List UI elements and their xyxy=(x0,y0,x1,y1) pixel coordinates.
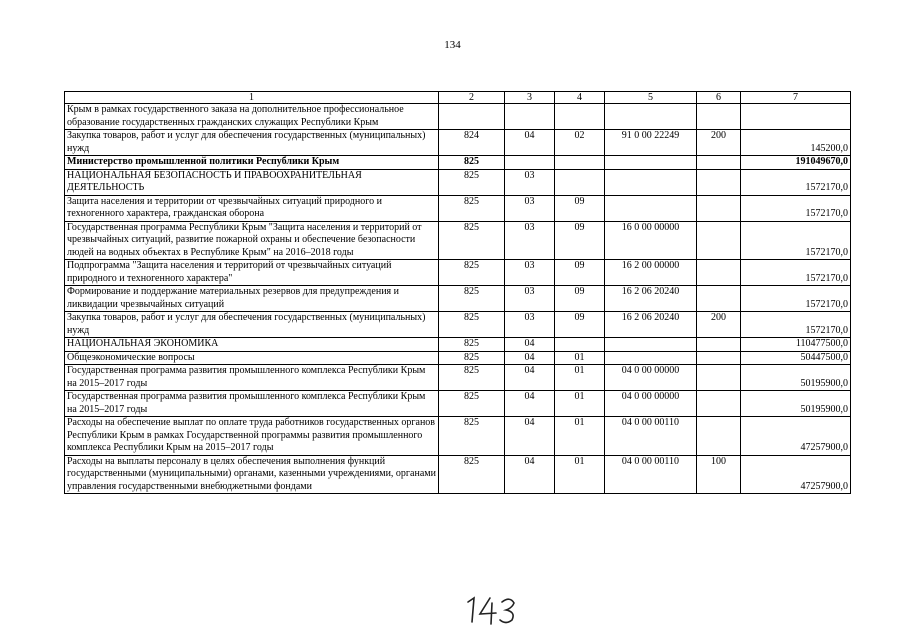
row-target-article xyxy=(605,156,697,170)
row-section: 03 xyxy=(505,195,555,221)
row-target-article: 16 2 06 20240 xyxy=(605,312,697,338)
row-amount: 47257900,0 xyxy=(741,417,851,456)
table-row xyxy=(65,351,851,365)
row-expense-type xyxy=(697,338,741,352)
row-subsection: 09 xyxy=(555,286,605,312)
row-subsection: 01 xyxy=(555,351,605,365)
row-expense-type xyxy=(697,365,741,391)
row-amount: 50447500,0 xyxy=(741,351,851,365)
table-row xyxy=(65,417,851,456)
row-description: Формирование и поддержание материальных резервов для предупреждения и ликвидации чрезвычайных ситуаций xyxy=(65,286,439,312)
row-section: 03 xyxy=(505,221,555,260)
row-admin-code: 825 xyxy=(439,156,505,170)
row-admin-code: 825 xyxy=(439,221,505,260)
row-target-article: 04 0 00 00110 xyxy=(605,455,697,494)
row-target-article: 04 0 00 00000 xyxy=(605,391,697,417)
row-section: 04 xyxy=(505,338,555,352)
row-admin-code: 825 xyxy=(439,338,505,352)
row-amount: 145200,0 xyxy=(741,130,851,156)
row-admin-code: 825 xyxy=(439,455,505,494)
row-subsection: 09 xyxy=(555,312,605,338)
row-section: 04 xyxy=(505,417,555,456)
row-target-article: 04 0 00 00000 xyxy=(605,365,697,391)
row-amount: 191049670,0 xyxy=(741,156,851,170)
row-target-article: 16 0 00 00000 xyxy=(605,221,697,260)
row-description: Подпрограмма "Защита населения и территорий от чрезвычайных ситуаций природного и техногенного характера" xyxy=(65,260,439,286)
handwritten-page-number xyxy=(462,594,522,628)
row-section: 04 xyxy=(505,130,555,156)
row-section: 03 xyxy=(505,286,555,312)
row-target-article: 16 2 06 20240 xyxy=(605,286,697,312)
table-header-row xyxy=(65,92,851,104)
column-header: 6 xyxy=(697,92,741,104)
row-expense-type xyxy=(697,286,741,312)
row-section: 03 xyxy=(505,169,555,195)
row-admin-code: 825 xyxy=(439,351,505,365)
row-subsection: 01 xyxy=(555,417,605,456)
budget-table xyxy=(64,91,851,494)
row-section: 03 xyxy=(505,260,555,286)
row-target-article xyxy=(605,351,697,365)
row-expense-type: 200 xyxy=(697,312,741,338)
column-header: 1 xyxy=(65,92,439,104)
table-row xyxy=(65,195,851,221)
row-subsection: 01 xyxy=(555,391,605,417)
row-description: Общеэкономические вопросы xyxy=(65,351,439,365)
row-section: 03 xyxy=(505,312,555,338)
row-section: 04 xyxy=(505,351,555,365)
table-row xyxy=(65,156,851,170)
table-row xyxy=(65,169,851,195)
row-description: Крым в рамках государственного заказа на дополнительное профессиональное образование государственных гражданских служащих Республики Крым xyxy=(65,104,439,130)
row-amount: 47257900,0 xyxy=(741,455,851,494)
row-amount: 1572170,0 xyxy=(741,286,851,312)
table-row xyxy=(65,365,851,391)
row-expense-type xyxy=(697,351,741,365)
row-admin-code: 824 xyxy=(439,130,505,156)
table-row xyxy=(65,130,851,156)
row-expense-type: 100 xyxy=(697,455,741,494)
column-header: 3 xyxy=(505,92,555,104)
row-description: Закупка товаров, работ и услуг для обеспечения государственных (муниципальных) нужд xyxy=(65,130,439,156)
row-expense-type xyxy=(697,169,741,195)
row-admin-code: 825 xyxy=(439,169,505,195)
column-header: 2 xyxy=(439,92,505,104)
row-expense-type xyxy=(697,221,741,260)
row-subsection: 09 xyxy=(555,221,605,260)
row-admin-code: 825 xyxy=(439,312,505,338)
row-expense-type: 200 xyxy=(697,130,741,156)
row-expense-type xyxy=(697,260,741,286)
row-subsection xyxy=(555,104,605,130)
row-description: Государственная программа развития промышленного комплекса Республики Крым на 2015–2017 годы xyxy=(65,391,439,417)
row-subsection: 09 xyxy=(555,195,605,221)
row-target-article: 91 0 00 22249 xyxy=(605,130,697,156)
row-description: Государственная программа развития промышленного комплекса Республики Крым на 2015–2017 годы xyxy=(65,365,439,391)
row-description: Расходы на обеспечение выплат по оплате труда работников государственных органов Республики Крым в рамках Государственной программы развития промышленного комплекса Республики Крым на 2015–2017 годы xyxy=(65,417,439,456)
row-expense-type xyxy=(697,104,741,130)
row-target-article: 16 2 00 00000 xyxy=(605,260,697,286)
column-header: 7 xyxy=(741,92,851,104)
column-header: 4 xyxy=(555,92,605,104)
row-subsection xyxy=(555,156,605,170)
row-section xyxy=(505,104,555,130)
table-row xyxy=(65,455,851,494)
row-target-article xyxy=(605,338,697,352)
table-row xyxy=(65,391,851,417)
row-description: Закупка товаров, работ и услуг для обеспечения государственных (муниципальных) нужд xyxy=(65,312,439,338)
row-amount: 1572170,0 xyxy=(741,260,851,286)
row-target-article: 04 0 00 00110 xyxy=(605,417,697,456)
row-expense-type xyxy=(697,417,741,456)
row-admin-code: 825 xyxy=(439,260,505,286)
row-subsection: 01 xyxy=(555,365,605,391)
row-admin-code: 825 xyxy=(439,365,505,391)
row-amount: 1572170,0 xyxy=(741,221,851,260)
row-amount: 110477500,0 xyxy=(741,338,851,352)
row-admin-code: 825 xyxy=(439,286,505,312)
row-target-article xyxy=(605,104,697,130)
row-admin-code: 825 xyxy=(439,417,505,456)
row-description: Государственная программа Республики Крым "Защита населения и территорий от чрезвычайных ситуаций, развитие пожарной охраны и обеспечение безопасности людей на водных объектах в Республике Крым" на 2016–2018 годы xyxy=(65,221,439,260)
table-row xyxy=(65,260,851,286)
row-section xyxy=(505,156,555,170)
row-admin-code: 825 xyxy=(439,391,505,417)
row-expense-type xyxy=(697,156,741,170)
row-section: 04 xyxy=(505,455,555,494)
row-description: Министерство промышленной политики Республики Крым xyxy=(65,156,439,170)
row-section: 04 xyxy=(505,391,555,417)
row-amount: 1572170,0 xyxy=(741,312,851,338)
row-target-article xyxy=(605,195,697,221)
row-section: 04 xyxy=(505,365,555,391)
row-subsection: 01 xyxy=(555,455,605,494)
table-row xyxy=(65,312,851,338)
row-amount xyxy=(741,104,851,130)
row-expense-type xyxy=(697,195,741,221)
row-subsection xyxy=(555,169,605,195)
row-subsection: 09 xyxy=(555,260,605,286)
row-amount: 50195900,0 xyxy=(741,365,851,391)
row-subsection xyxy=(555,338,605,352)
row-admin-code xyxy=(439,104,505,130)
table-row xyxy=(65,286,851,312)
row-description: Защита населения и территории от чрезвычайных ситуаций природного и техногенного характера, гражданская оборона xyxy=(65,195,439,221)
table-row xyxy=(65,338,851,352)
table-row xyxy=(65,104,851,130)
row-target-article xyxy=(605,169,697,195)
row-admin-code: 825 xyxy=(439,195,505,221)
row-amount: 50195900,0 xyxy=(741,391,851,417)
row-description: НАЦИОНАЛЬНАЯ ЭКОНОМИКА xyxy=(65,338,439,352)
row-description: НАЦИОНАЛЬНАЯ БЕЗОПАСНОСТЬ И ПРАВООХРАНИТЕЛЬНАЯ ДЕЯТЕЛЬНОСТЬ xyxy=(65,169,439,195)
row-description: Расходы на выплаты персоналу в целях обеспечения выполнения функций государственными (муниципальными) органами, казенными учреждениями, органами управления государственными внебюджетными фондами xyxy=(65,455,439,494)
row-amount: 1572170,0 xyxy=(741,169,851,195)
row-expense-type xyxy=(697,391,741,417)
page-number: 134 xyxy=(444,39,461,51)
row-subsection: 02 xyxy=(555,130,605,156)
column-header: 5 xyxy=(605,92,697,104)
row-amount: 1572170,0 xyxy=(741,195,851,221)
table-row xyxy=(65,221,851,260)
